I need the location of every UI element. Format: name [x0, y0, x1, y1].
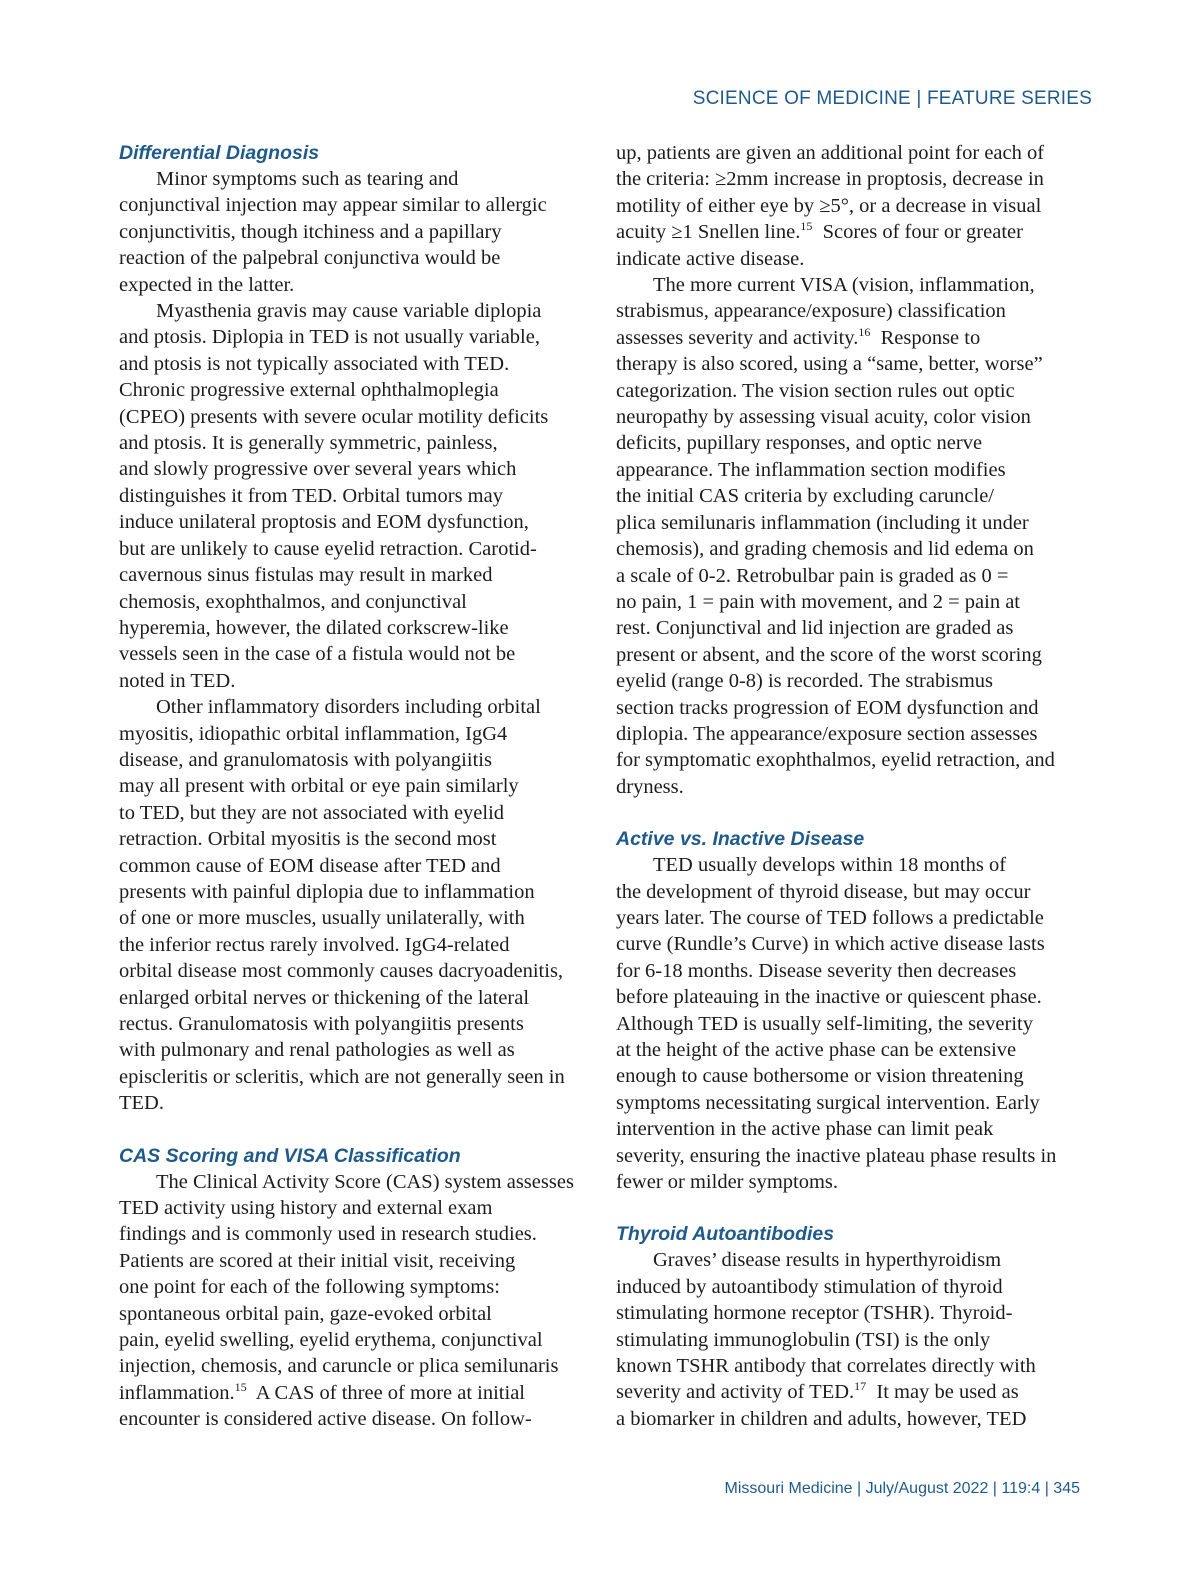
text-line: findings and is commonly used in research studies.	[119, 1223, 537, 1246]
text-line: disease, and granulomatosis with polyangiitis	[119, 748, 492, 771]
text-line: indicate active disease.	[616, 247, 805, 270]
text-line: retraction. Orbital myositis is the second most	[119, 828, 497, 851]
text-line: symptoms necessitating surgical intervention. Early	[616, 1091, 1040, 1114]
text-line: fewer or milder symptoms.	[616, 1171, 839, 1194]
text-fragment: Scores of four or greater	[812, 221, 1023, 244]
text-line: at the height of the active phase can be extensive	[616, 1039, 1017, 1061]
text-line	[616, 219, 1092, 245]
text-line: encounter is considered active disease. On follow-	[119, 1408, 532, 1431]
text-line: noted in TED.	[119, 669, 236, 692]
text-line: therapy is also scored, using a “same, better, worse”	[616, 353, 1043, 376]
text-fragment: inflammation.	[119, 1381, 235, 1404]
text-line: spontaneous orbital pain, gaze-evoked orbital	[119, 1302, 492, 1325]
text-line: enough to cause bothersome or vision threatening	[616, 1065, 1024, 1088]
text-line: The Clinical Activity Score (CAS) system assesses	[156, 1170, 574, 1193]
text-line: dryness.	[616, 775, 684, 798]
text-line: reaction of the palpebral conjunctiva would be	[119, 247, 501, 270]
text-line: and ptosis is not typically associated with TED.	[119, 352, 510, 375]
text-line: neuropathy by assessing visual acuity, color vision	[616, 406, 1031, 429]
text-line: and slowly progressive over several years which	[119, 458, 517, 481]
text-line: known TSHR antibody that correlates directly with	[616, 1355, 1036, 1378]
text-line: plica semilunaris inflammation (including it under	[616, 511, 1029, 534]
text-line: TED.	[119, 1092, 164, 1115]
text-line: induced by autoantibody stimulation of thyroid	[616, 1275, 1003, 1298]
text-line: strabismus, appearance/exposure) classification	[616, 300, 1006, 323]
left-column	[119, 140, 595, 1433]
paragraph-minor-symptoms	[119, 166, 595, 298]
heading-differential-diagnosis: Differential Diagnosis	[119, 142, 320, 164]
text-line: injection, chemosis, and caruncle or plica semilunaris	[119, 1355, 559, 1378]
citation-superscript: 15	[800, 219, 813, 234]
text-line: stimulating immunoglobulin (TSI) is the only	[616, 1328, 991, 1351]
text-line: common cause of EOM disease after TED and	[119, 854, 501, 877]
citation-superscript: 16	[858, 324, 871, 339]
text-line: up, patients are given an additional point for each of	[616, 142, 1045, 164]
text-line: deficits, pupillary responses, and optic nerve	[616, 432, 983, 455]
text-line: stimulating hormone receptor (TSHR). Thyroid-	[616, 1302, 1013, 1325]
text-fragment: severity and activity of TED.	[616, 1381, 855, 1404]
text-line: chemosis, exophthalmos, and conjunctival	[119, 590, 467, 613]
text-line: the inferior rectus rarely involved. IgG4-related	[119, 933, 510, 956]
text-line: presents with painful diplopia due to inflammation	[119, 880, 535, 903]
text-line: vessels seen in the case of a fistula would not be	[119, 643, 516, 666]
text-line: for symptomatic exophthalmos, eyelid retraction, and	[616, 749, 1055, 772]
text-line: to TED, but they are not associated with eyelid	[119, 801, 505, 824]
text-line: conjunctival injection may appear similar to allergic	[119, 194, 547, 217]
running-head: SCIENCE OF MEDICINE | FEATURE SERIES	[692, 88, 1092, 109]
citation-superscript: 17	[854, 1379, 867, 1394]
text-line: present or absent, and the score of the worst scoring	[616, 643, 1042, 666]
text-line: TED usually develops within 18 months of	[653, 854, 1007, 877]
text-line	[119, 1380, 595, 1406]
text-line: diplopia. The appearance/exposure section assesses	[616, 722, 1038, 745]
text-line: categorization. The vision section rules out optic	[616, 379, 1015, 402]
text-line: before plateauing in the inactive or quiescent phase.	[616, 986, 1042, 1009]
citation-superscript: 15	[234, 1379, 247, 1394]
text-line: but are unlikely to cause eyelid retraction. Carotid-	[119, 537, 537, 560]
text-line: induce unilateral proptosis and EOM dysfunction,	[119, 511, 529, 534]
text-line: pain, eyelid swelling, eyelid erythema, conjunctival	[119, 1329, 543, 1352]
page-footer: Missouri Medicine | July/August 2022 | 119:4 | 345	[724, 1480, 1080, 1497]
text-line	[616, 325, 1092, 351]
right-column	[616, 140, 1092, 1432]
text-line: eyelid (range 0-8) is recorded. The strabismus	[616, 670, 994, 693]
text-line: Graves’ disease results in hyperthyroidism	[653, 1249, 1002, 1272]
text-line: and ptosis. It is generally symmetric, painless,	[119, 432, 498, 455]
text-line: Myasthenia gravis may cause variable diplopia	[156, 300, 542, 323]
text-line: The more current VISA (vision, inflammation,	[653, 274, 1035, 297]
text-line: the development of thyroid disease, but may occur	[616, 880, 1031, 903]
paragraph-cas-system	[119, 1169, 595, 1433]
text-line	[616, 1379, 1092, 1405]
text-line: the initial CAS criteria by excluding caruncle/	[616, 485, 994, 508]
text-line: severity, ensuring the inactive plateau phase results in	[616, 1144, 1057, 1167]
text-line: Other inflammatory disorders including orbital	[156, 696, 541, 719]
text-line: Patients are scored at their initial visit, receiving	[119, 1249, 516, 1272]
text-line: a scale of 0-2. Retrobulbar pain is graded as 0 =	[616, 564, 1009, 587]
text-fragment: It may be used as	[866, 1381, 1019, 1404]
heading-active-vs-inactive: Active vs. Inactive Disease	[616, 828, 865, 851]
text-line: expected in the latter.	[119, 273, 295, 296]
text-line: hyperemia, however, the dilated corkscrew-like	[119, 616, 509, 639]
text-line: the criteria: ≥2mm increase in proptosis, decrease in	[616, 168, 1044, 191]
text-line: rectus. Granulomatosis with polyangiitis presents	[119, 1013, 524, 1035]
text-line: one point for each of the following symptoms:	[119, 1276, 500, 1299]
text-fragment: A CAS of three of more at initial	[246, 1381, 525, 1404]
text-line: a biomarker in children and adults, however, TED	[616, 1407, 1027, 1430]
text-line: (CPEO) presents with severe ocular motility deficits	[119, 405, 549, 428]
text-fragment: assesses severity and activity.	[616, 326, 859, 349]
text-line: episcleritis or scleritis, which are not generally seen in	[119, 1065, 565, 1088]
text-line: orbital disease most commonly causes dacryoadenitis,	[119, 960, 564, 983]
paragraph-inflammatory-disorders	[119, 694, 595, 1117]
text-line: Minor symptoms such as tearing and	[156, 168, 459, 190]
text-line: TED activity using history and external exam	[119, 1197, 493, 1220]
heading-thyroid-autoantibodies: Thyroid Autoantibodies	[616, 1223, 835, 1246]
text-line: distinguishes it from TED. Orbital tumors may	[119, 484, 503, 507]
text-line: rest. Conjunctival and lid injection are graded as	[616, 617, 1014, 640]
paragraph-myasthenia	[119, 298, 595, 694]
text-fragment: Response to	[870, 326, 981, 349]
paragraph-graves	[616, 1247, 1092, 1432]
text-line: Although TED is usually self-limiting, the severity	[616, 1012, 1033, 1035]
heading-cas-scoring: CAS Scoring and VISA Classification	[119, 1144, 461, 1167]
text-line: conjunctivitis, though itchiness and a papillary	[119, 220, 502, 243]
paragraph-visa	[616, 272, 1092, 800]
paragraph-follow-up	[616, 140, 1092, 272]
text-line: intervention in the active phase can limit peak	[616, 1118, 994, 1141]
text-line: with pulmonary and renal pathologies as well as	[119, 1039, 515, 1062]
text-line: enlarged orbital nerves or thickening of the lateral	[119, 986, 530, 1009]
text-line: chemosis), and grading chemosis and lid edema on	[616, 538, 1034, 561]
text-line: and ptosis. Diplopia in TED is not usually variable,	[119, 326, 540, 349]
text-line: curve (Rundle’s Curve) in which active disease lasts	[616, 933, 1045, 956]
text-line: appearance. The inflammation section modifies	[616, 458, 1006, 481]
text-line: Chronic progressive external ophthalmoplegia	[119, 379, 499, 402]
text-line: cavernous sinus fistulas may result in marked	[119, 564, 493, 587]
text-line: may all present with orbital or eye pain similarly	[119, 775, 519, 798]
text-line: motility of either eye by ≥5°, or a decrease in visual	[616, 194, 1042, 217]
text-line: myositis, idiopathic orbital inflammation, IgG4	[119, 722, 508, 745]
text-line: section tracks progression of EOM dysfunction and	[616, 696, 1039, 719]
paragraph-active-disease	[616, 852, 1092, 1195]
text-fragment: acuity ≥1 Snellen line.	[616, 221, 801, 244]
text-line: for 6-18 months. Disease severity then decreases	[616, 959, 1017, 982]
text-line: of one or more muscles, usually unilaterally, with	[119, 907, 525, 930]
text-line: years later. The course of TED follows a predictable	[616, 906, 1044, 929]
text-line: no pain, 1 = pain with movement, and 2 = pain at	[616, 590, 1021, 613]
